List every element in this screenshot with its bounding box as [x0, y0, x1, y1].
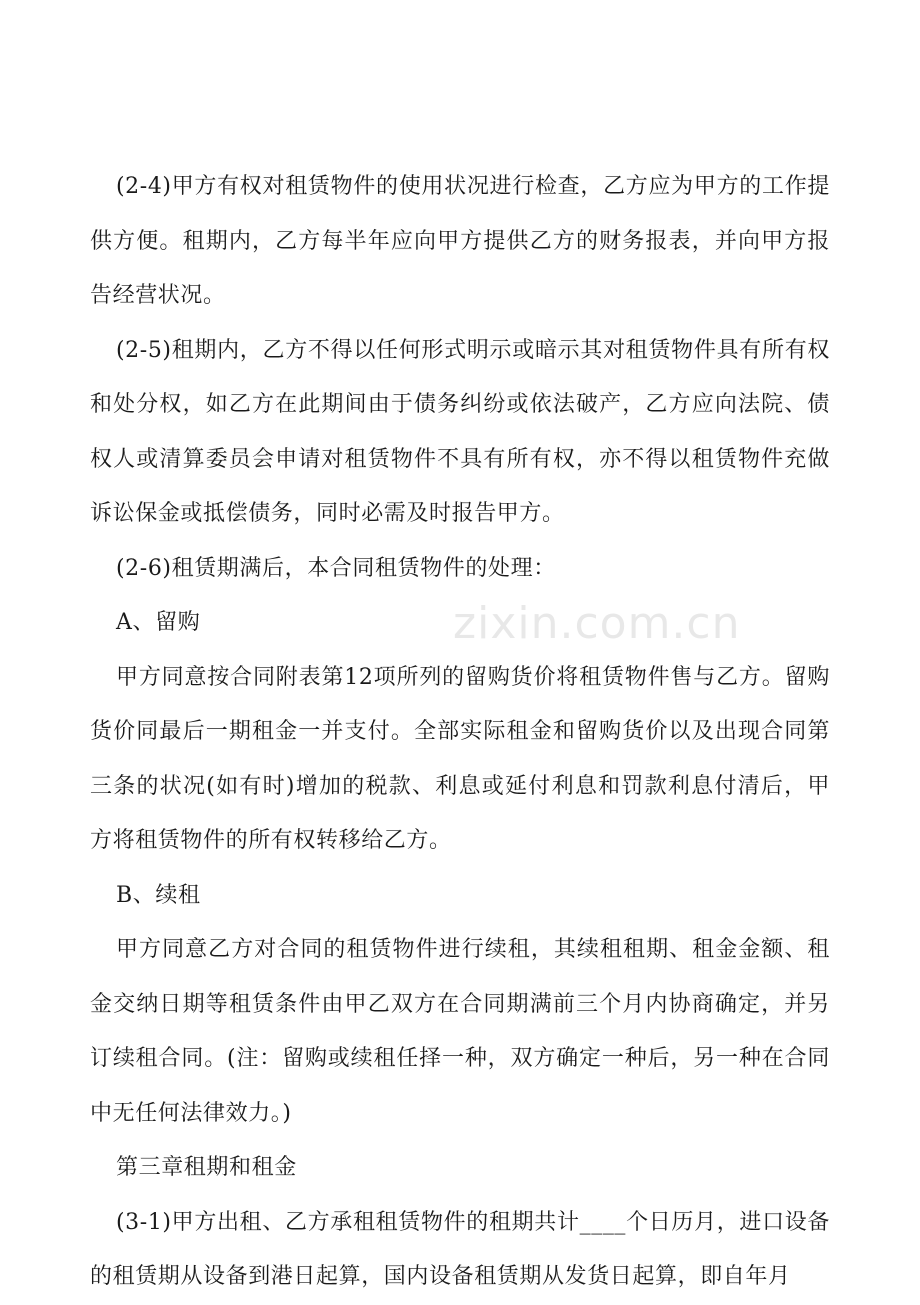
option-a-heading: A、留购	[116, 610, 201, 635]
paragraph-3-1: (3-1)甲方出租、乙方承租租赁物件的租期共计____个日历月，进口设备的租赁期从设备到港日起算，国内设备租赁期从发货日起算，即自年月	[90, 1209, 830, 1289]
paragraph-2-4: (2-4)甲方有权对租赁物件的使用状况进行检查，乙方应为甲方的工作提供方便。租期内，乙方每半年应向甲方提供乙方的财务报表，并向甲方报告经营状况。	[90, 174, 830, 308]
option-b-heading: B、续租	[116, 882, 201, 908]
document-body	[90, 160, 830, 1305]
chapter-three-heading: 第三章租期和租金	[116, 1155, 297, 1180]
paragraph-2-6: (2-6)租赁期满后，本合同租赁物件的处理：	[116, 555, 556, 581]
option-a-text: 甲方同意按合同附表第12项所列的留购货价将租赁物件售与乙方。留购货价同最后一期租金一并支付。全部实际租金和留购货价以及出现合同第三条的状况(如有时)增加的税款、利息或延付利息和罚款利息付清后，甲方将租赁物件的所有权转移给乙方。	[90, 664, 830, 853]
watermark: zixin.com.cn	[453, 598, 741, 649]
option-b-text: 甲方同意乙方对合同的租赁物件进行续租，其续租租期、租金金额、租金交纳日期等租赁条件由甲乙双方在合同期满前三个月内协商确定，并另订续租合同。(注：留购或续租任择一种，双方确定一种后，另一种在合同中无任何法律效力。)	[90, 937, 830, 1126]
paragraph-2-5: (2-5)租期内，乙方不得以任何形式明示或暗示其对租赁物件具有所有权和处分权，如乙方在此期间由于债务纠纷或依法破产，乙方应向法院、债权人或清算委员会申请对租赁物件不具有所有权，亦不得以租赁物件充做诉讼保金或抵偿债务，同时必需及时报告甲方。	[90, 337, 830, 526]
